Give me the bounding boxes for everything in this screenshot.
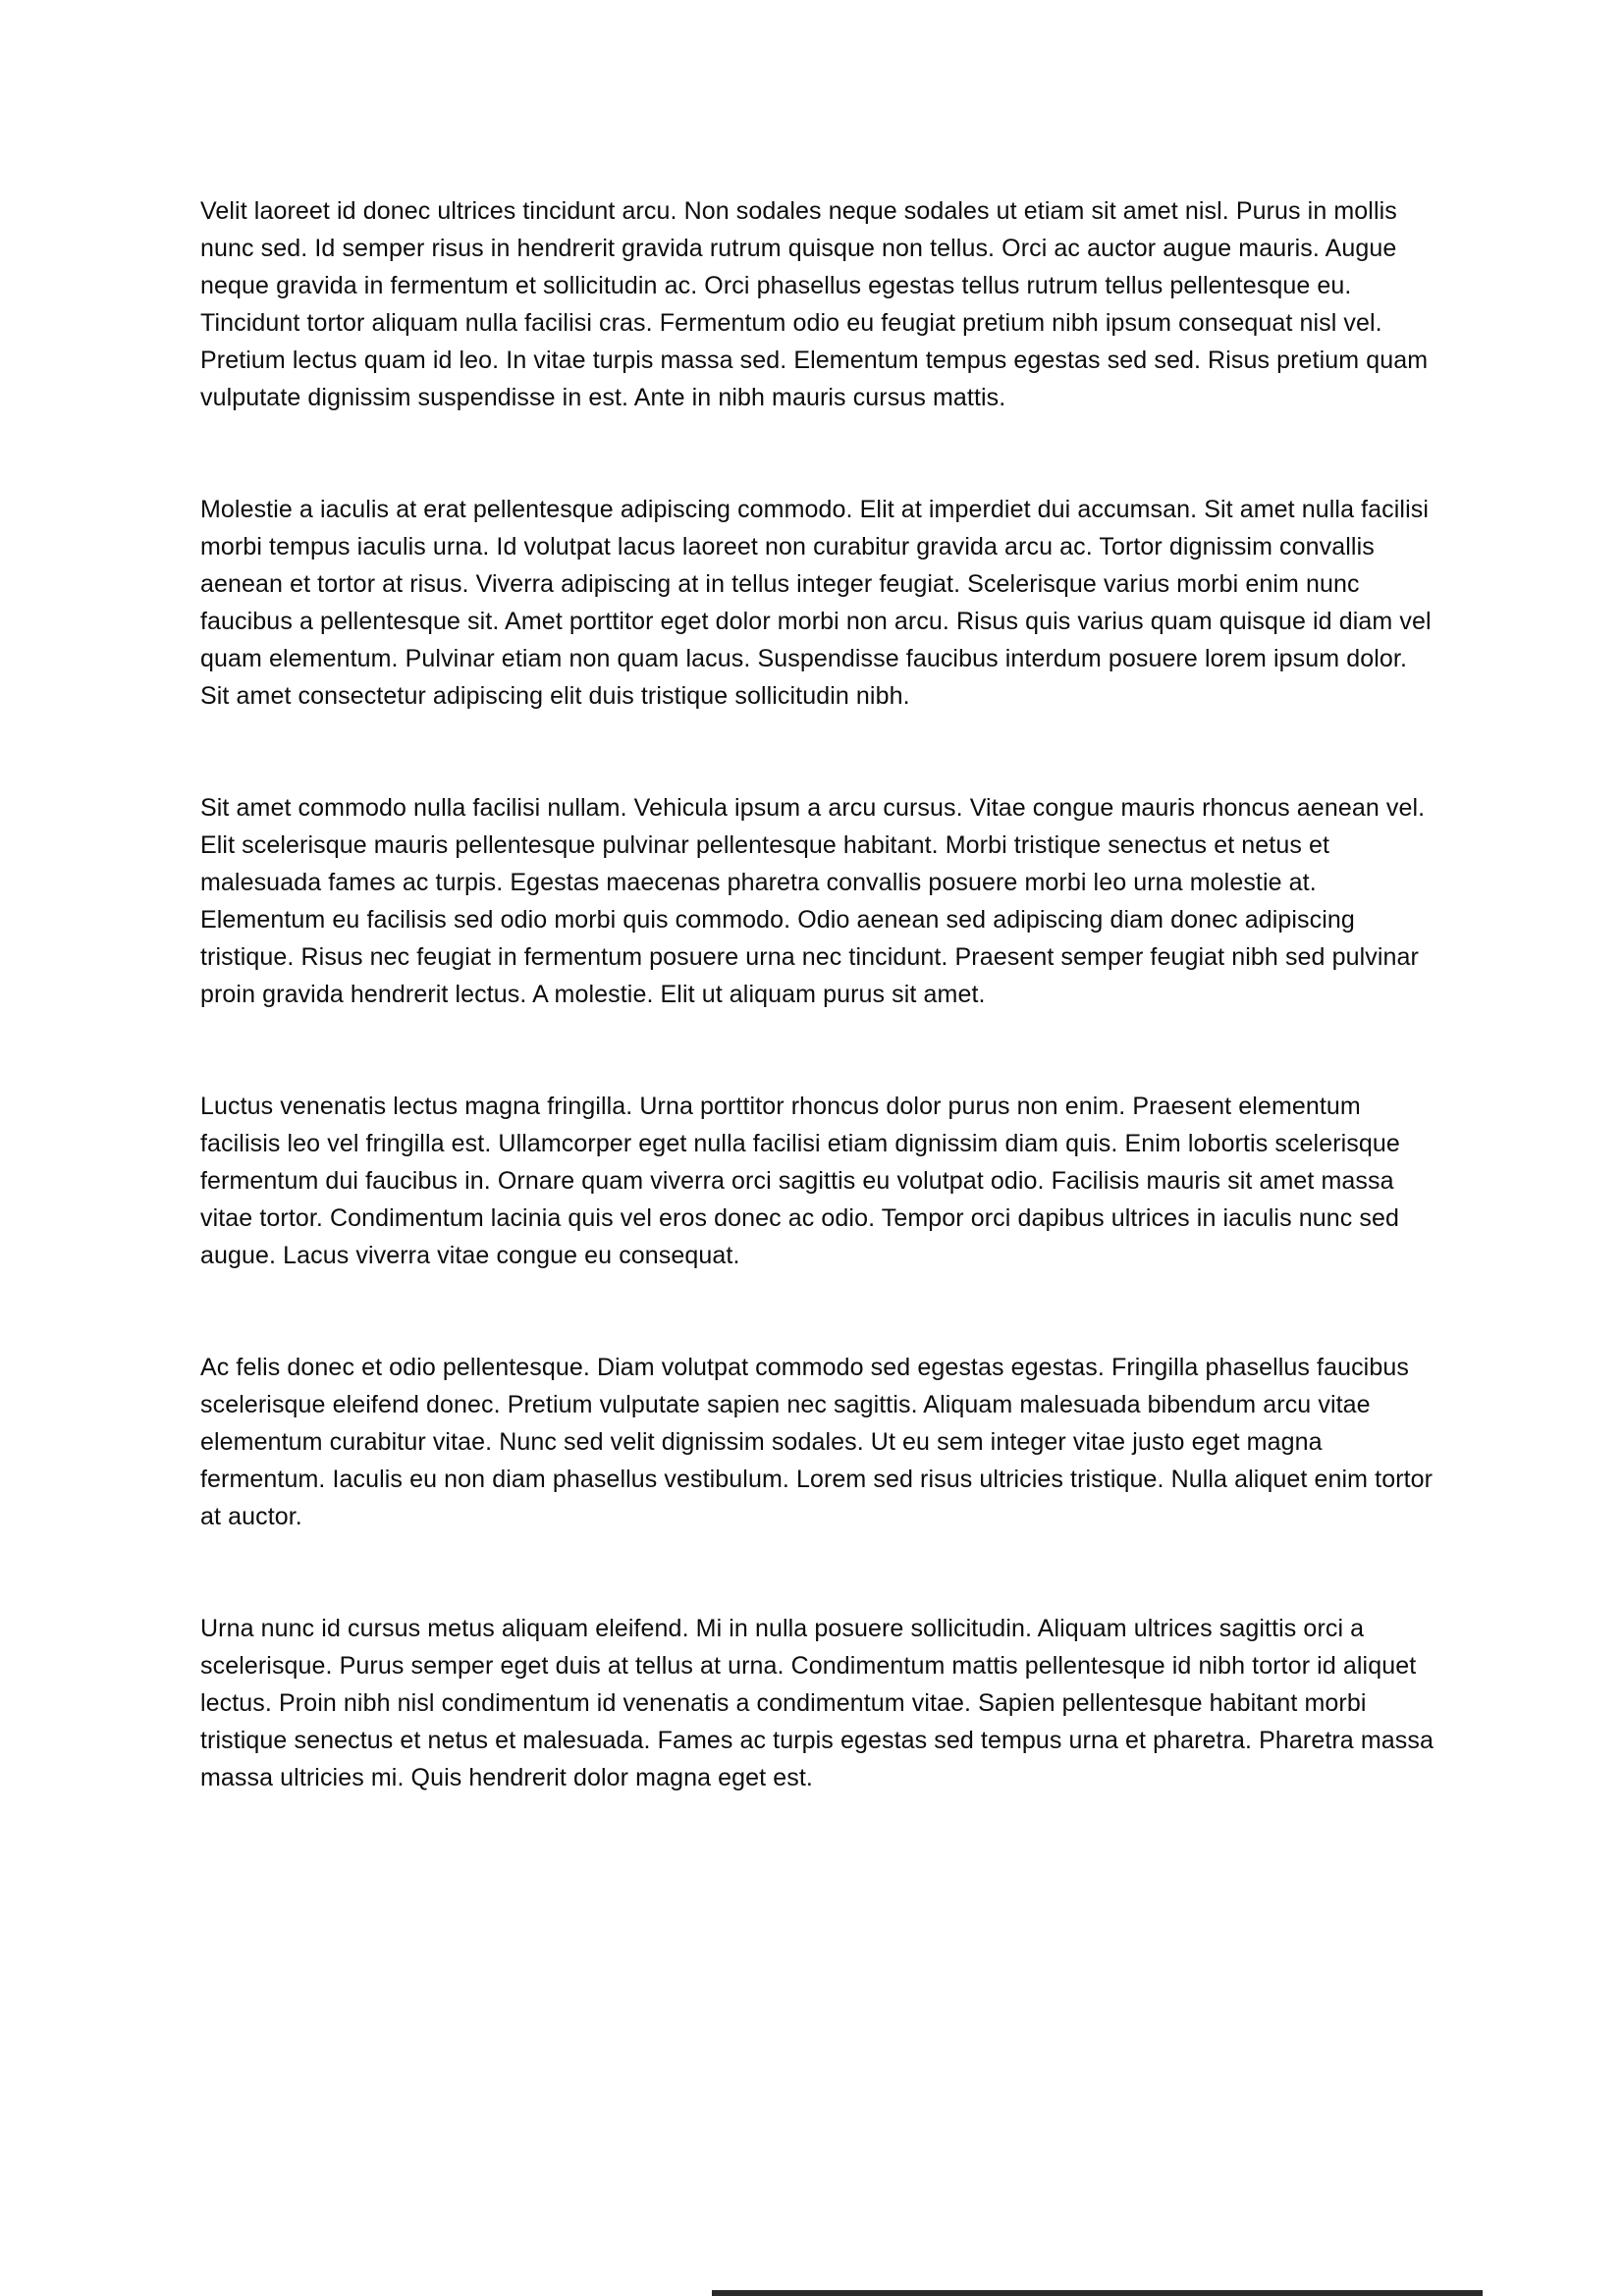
paragraph-4: Luctus venenatis lectus magna fringilla. Urna porttitor rhoncus dolor purus non enim. Praesent elementum facilisis leo vel fringilla est. Ullamcorper eget nulla facilisi etiam dignissim diam quis. Enim lobortis scelerisque fermentum dui faucibus in. Ornare quam viverra orci sagittis eu volutpat odio. Facilisis mauris sit amet massa vitae tortor. Condimentum lacinia quis vel eros donec ac odio. Tempor orci dapibus ultrices in iaculis nunc sed augue. Lacus viverra vitae congue eu consequat. [200,1093,1400,1269]
paragraph-1: Velit laoreet id donec ultrices tincidunt arcu. Non sodales neque sodales ut etiam sit amet nisl. Purus in mollis nunc sed. Id semper risus in hendrerit gravida rutrum quisque non tellus. Orci ac auctor augue mauris. Augue neque gravida in fermentum et sollicitudin ac. Orci phasellus egestas tellus rutrum tellus pellentesque eu. Tincidunt tortor aliquam nulla facilisi cras. Fermentum odio eu feugiat pretium nibh ipsum consequat nisl vel. Pretium lectus quam id leo. In vitae turpis massa sed. Elementum tempus egestas sed sed. Risus pretium quam vulputate dignissim suspendisse in est. Ante in nibh mauris cursus mattis. [200,197,1429,411]
paragraph-3: Sit amet commodo nulla facilisi nullam. Vehicula ipsum a arcu cursus. Vitae congue mauris rhoncus aenean vel. Elit scelerisque mauris pellentesque pulvinar pellentesque habitant. Morbi tristique senectus et netus et malesuada fames ac turpis. Egestas maecenas pharetra convallis posuere morbi leo urna molestie at. Elementum eu facilisis sed odio morbi quis commodo. Odio aenean sed adipiscing diam donec adipiscing tristique. Risus nec feugiat in fermentum posuere urna nec tincidunt. Praesent semper feugiat nibh sed pulvinar proin gravida hendrerit lectus. A molestie. Elit ut aliquam purus sit amet. [200,794,1426,1008]
bottom-edge-strip [712,2290,1483,2296]
paragraph-6: Urna nunc id cursus metus aliquam eleifend. Mi in nulla posuere sollicitudin. Aliquam ultrices sagittis orci a scelerisque. Purus semper eget duis at tellus at urna. Condimentum mattis pellentesque id nibh tortor id aliquet lectus. Proin nibh nisl condimentum id venenatis a condimentum vitae. Sapien pellentesque habitant morbi tristique senectus et netus et malesuada. Fames ac turpis egestas sed tempus urna et pharetra. Pharetra massa massa ultricies mi. Quis hendrerit dolor magna eget est. [200,1615,1434,1791]
text-body [200,192,1434,1871]
paragraph-2: Molestie a iaculis at erat pellentesque adipiscing commodo. Elit at imperdiet dui accumsan. Sit amet nulla facilisi morbi tempus iaculis urna. Id volutpat lacus laoreet non curabitur gravida arcu ac. Tortor dignissim convallis aenean et tortor at risus. Viverra adipiscing at in tellus integer feugiat. Scelerisque varius morbi enim nunc faucibus a pellentesque sit. Amet porttitor eget dolor morbi non arcu. Risus quis varius quam quisque id diam vel quam elementum. Pulvinar etiam non quam lacus. Suspendisse faucibus interdum posuere lorem ipsum dolor. Sit amet consectetur adipiscing elit duis tristique sollicitudin nibh. [200,496,1432,710]
paragraph-5: Ac felis donec et odio pellentesque. Diam volutpat commodo sed egestas egestas. Fringilla phasellus faucibus scelerisque eleifend donec. Pretium vulputate sapien nec sagittis. Aliquam malesuada bibendum arcu vitae elementum curabitur vitae. Nunc sed velit dignissim sodales. Ut eu sem integer vitae justo eget magna fermentum. Iaculis eu non diam phasellus vestibulum. Lorem sed risus ultricies tristique. Nulla aliquet enim tortor at auctor. [200,1354,1434,1530]
